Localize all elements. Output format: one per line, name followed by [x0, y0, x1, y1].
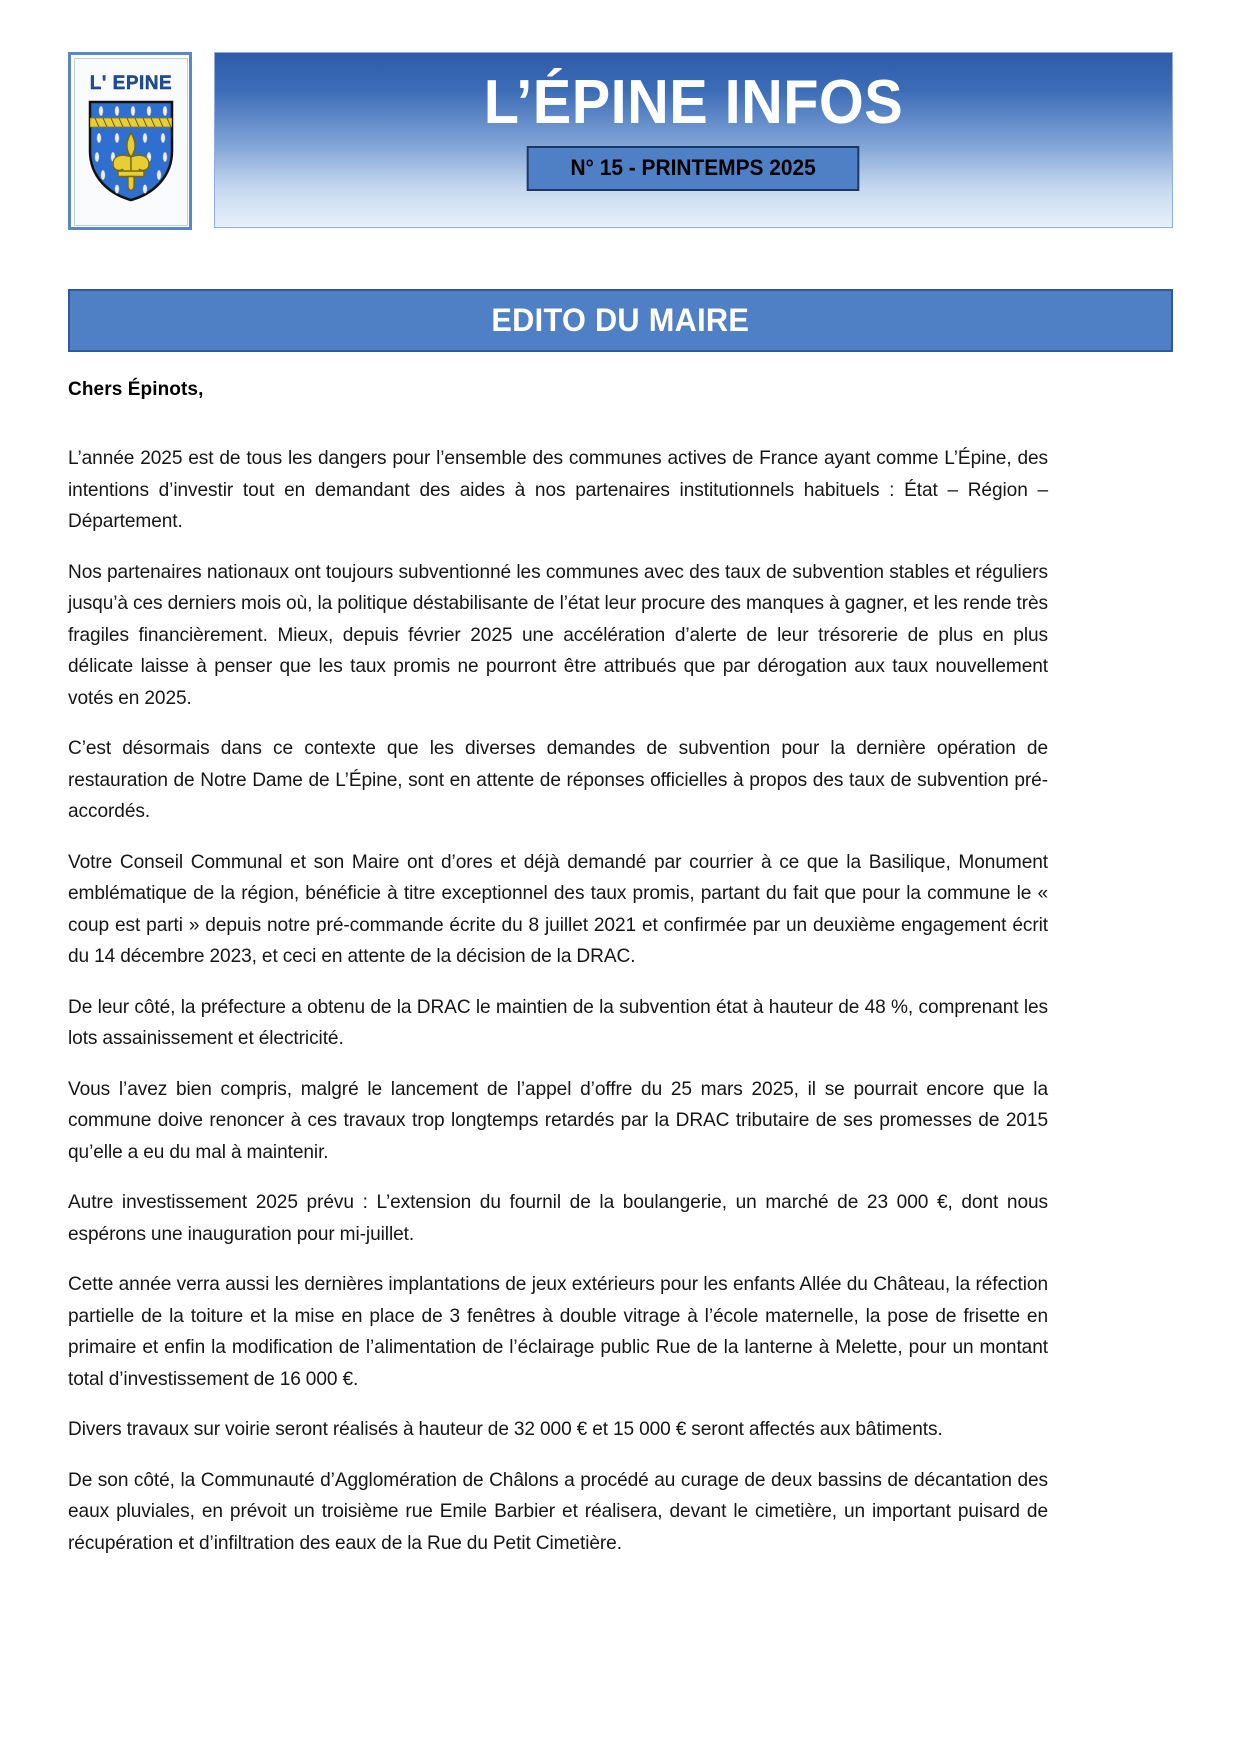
newsletter-title: L’ÉPINE INFOS — [483, 68, 904, 137]
article-paragraph: C’est désormais dans ce contexte que les diverses demandes de subvention pour la dernière opération de restauration de Notre Dame de L’Épine, sont en attente de réponses officielles à propos des taux de subvention pré-accordés. — [68, 738, 1048, 822]
issue-number-badge: N° 15 - PRINTEMPS 2025 — [527, 146, 860, 191]
article-paragraph: Votre Conseil Communal et son Maire ont d’ores et déjà demandé par courrier à ce que la Basilique, Monument emblématique de la région, bénéficie à titre exceptionnel des taux promis, partant du fait que pour la commune le « coup est parti » depuis notre pré-commande écrite du 8 juillet 2021 et confirmée par un deuxième engagement écrit du 14 décembre 2023, et ceci en attente de la décision de la DRAC. — [68, 851, 1048, 967]
article-paragraph: Nos partenaires nationaux ont toujours subventionné les communes avec des taux de subvention stables et réguliers jusqu’à ces derniers mois où, la politique déstabilisante de l’état leur procure des manques à gagner, et les rende très fragiles financièrement. Mieux, depuis février 2025 une accélération d’alerte de leur trésorerie de plus en plus délicate laisse à penser que les taux promis ne pourront être attribués que par dérogation aux taux nouvellement votés en 2025. — [68, 561, 1048, 709]
article-paragraph: De leur côté, la préfecture a obtenu de la DRAC le maintien de la subvention état à hauteur de 48 %, comprenant les lots assainissement et électricité. — [68, 996, 1048, 1049]
section-banner-edito — [68, 289, 1173, 352]
article-paragraph: Cette année verra aussi les dernières implantations de jeux extérieurs pour les enfants Allée du Château, la réfection partielle de la toiture et la mise en place de 3 fenêtres à double vitrage à l’école maternelle, la pose de frisette en primaire et enfin la modification de l’alimentation de l’éclairage public Rue de la lanterne à Melette, pour un montant total d’investissement de 16 000 €. — [68, 1274, 1048, 1390]
commune-crest — [68, 52, 192, 230]
article-salutation: Chers Épinots, — [68, 379, 204, 400]
article-paragraph: Vous l’avez bien compris, malgré le lancement de l’appel d’offre du 25 mars 2025, il se pourrait encore que la commune doive renoncer à ces travaux trop longtemps retardés par la DRAC tributaire de ses promesses de 2015 qu’elle a eu du mal à maintenir. — [68, 1078, 1048, 1163]
masthead-banner — [214, 52, 1173, 228]
crest-inner-frame — [74, 58, 188, 226]
masthead — [68, 52, 1173, 230]
edito-article — [68, 379, 1048, 1559]
article-paragraph: De son côté, la Communauté d’Agglomération de Châlons a procédé au curage de deux bassins de décantation des eaux pluviales, en prévoit un troisième rue Emile Barbier et réalisera, devant le cimetière, un important puisard de récupération et d’infiltration des eaux de la Rue du Petit Cimetière. — [68, 1469, 1048, 1554]
section-title: EDITO DU MAIRE — [491, 302, 750, 338]
article-paragraph: Divers travaux sur voirie seront réalisés à hauteur de 32 000 € et 15 000 € seront affectés aux bâtiments. — [68, 1419, 943, 1440]
coat-of-arms-shield-icon — [87, 99, 175, 203]
crest-commune-label: L' EPINE — [89, 73, 173, 94]
article-paragraph: Autre investissement 2025 prévu : L’extension du fournil de la boulangerie, un marché de 23 000 €, dont nous espérons une inauguration pour mi-juillet. — [68, 1192, 1048, 1245]
article-paragraph: L’année 2025 est de tous les dangers pour l’ensemble des communes actives de France ayant comme L’Épine, des intentions d’investir tout en demandant des aides à nos partenaires institutionnels habituels : État – Région – Département. — [68, 448, 1048, 532]
